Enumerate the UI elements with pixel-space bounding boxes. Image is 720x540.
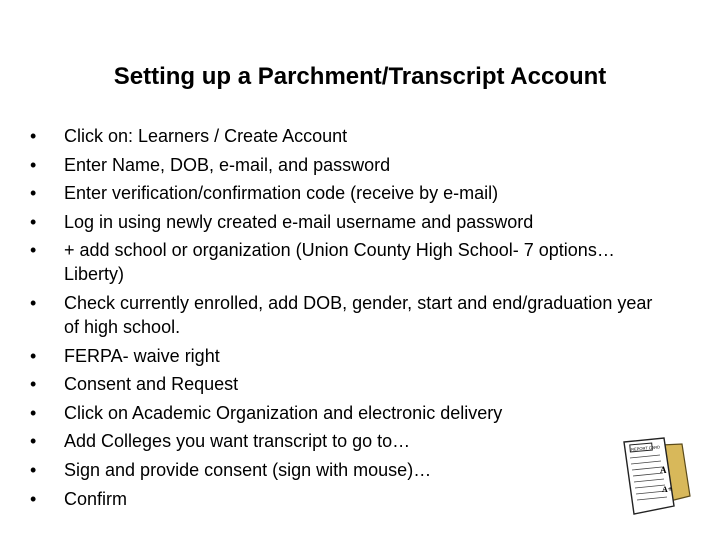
bullet-item [30, 210, 690, 234]
bullet-item [30, 238, 654, 286]
bullet-dot: • [30, 183, 37, 204]
bullet-text: Log in using newly created e-mail username and password [64, 211, 534, 232]
grade-a-plus-label: A+ [662, 485, 673, 494]
bullet-item [30, 372, 690, 396]
bullet-item [30, 487, 690, 511]
bullet-item [30, 458, 690, 482]
bullet-text: Check currently enrolled, add DOB, gender, start and end/graduation year of high school. [64, 292, 653, 337]
report-card-header: REPORT CARD [630, 444, 661, 452]
bullet-dot: • [30, 292, 37, 313]
bullet-list [30, 124, 690, 515]
bullet-item [30, 124, 690, 148]
bullet-dot: • [30, 374, 37, 395]
bullet-dot: • [30, 211, 37, 232]
bullet-dot: • [30, 402, 37, 423]
bullet-item [30, 181, 690, 205]
slide-title: Setting up a Parchment/Transcript Account [113, 63, 607, 90]
bullet-text: FERPA- waive right [64, 345, 220, 366]
bullet-item [30, 153, 690, 177]
bullet-dot: • [30, 240, 37, 261]
bullet-text: Sign and provide consent (sign with mouse)… [64, 459, 432, 480]
bullet-dot: • [30, 431, 37, 452]
bullet-dot: • [30, 345, 37, 366]
bullet-text: Click on: Learners / Create Account [64, 126, 348, 146]
bullet-item [30, 344, 690, 368]
bullet-text: Consent and Request [64, 374, 239, 395]
bullet-text: Enter Name, DOB, e-mail, and password [64, 154, 391, 175]
bullet-dot: • [30, 459, 37, 480]
bullet-text: Add Colleges you want transcript to go to… [64, 431, 411, 452]
bullet-item [30, 429, 690, 453]
bullet-item [30, 401, 690, 425]
bullet-item [30, 291, 654, 339]
report-card-icon [620, 436, 692, 518]
bullet-dot: • [30, 126, 37, 146]
bullet-text: Click on Academic Organization and electronic delivery [64, 402, 503, 423]
bullet-text: Confirm [64, 488, 128, 509]
bullet-dot: • [30, 154, 37, 175]
grade-a-label: A [660, 465, 667, 475]
bullet-text: Enter verification/confirmation code (receive by e-mail) [64, 183, 499, 204]
bullet-text: + add school or organization (Union County High School- 7 options… Liberty) [64, 240, 615, 285]
bullet-dot: • [30, 488, 37, 509]
